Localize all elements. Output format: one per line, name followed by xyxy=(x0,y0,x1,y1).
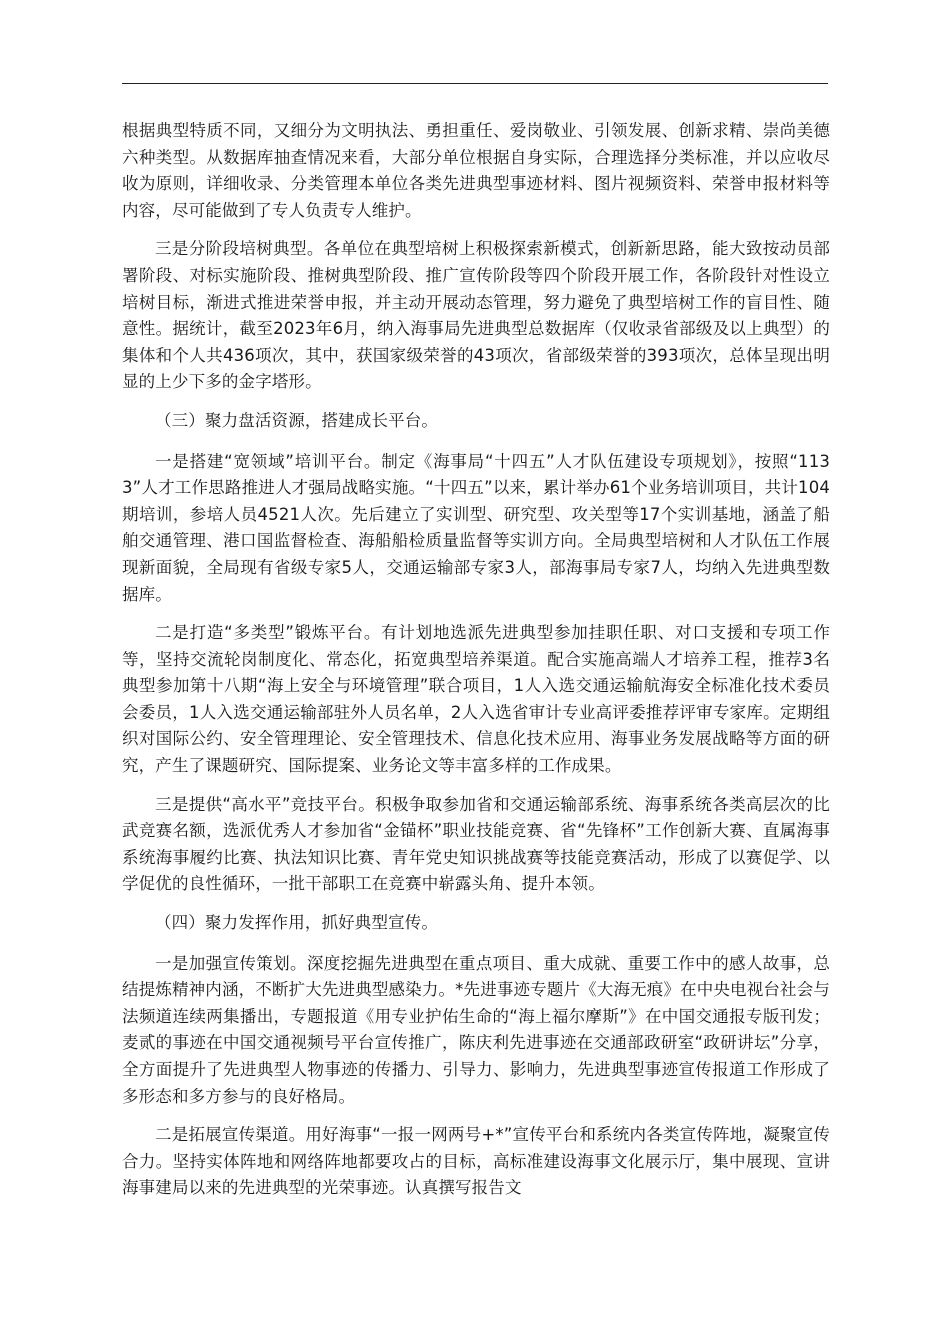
paragraph-publicity-planning: 一是加强宣传策划。深度挖掘先进典型在重点项目、重大成就、重要工作中的感人故事，总结提炼精神内涵，不断扩大先进典型感染力。*先进事迹专题片《大海无痕》在中央电视台社会与法频道连续两集播出，专题报道《用专业护佑生命的“海上福尔摩斯”》在中国交通报专版刊发；麦贰的事迹在中国交通视频号平台宣传推广，陈庆利先进事迹在交通部政研室“政研讲坛”分享，全方面提升了先进典型人物事迹的传播力、引导力、影响力，先进典型事迹宣传报道工作形成了多形态和多方参与的良好格局。 xyxy=(122,953,830,1106)
header-rule xyxy=(122,83,828,84)
paragraph-exercise-platform: 二是打造“多类型”锻炼平台。有计划地选派先进典型参加挂职任职、对口支援和专项工作等，坚持交流轮岗制度化、常态化，拓宽典型培养渠道。配合实施高端人才培养工程，推荐3名典型参加第十八期“海上安全与环境管理”联合项目，1人入选交通运输航海安全标准化技术委员会委员，1人入选交通运输部驻外人员名单，2人入选省审计专业高评委推荐评审专家库。定期组织对国际公约、安全管理理论、安全管理技术、信息化技术应用、海事业务发展战略等方面的研究，产生了课题研究、国际提案、业务论文等丰富多样的工作成果。 xyxy=(122,623,830,776)
paragraph-stage-cultivation: 三是分阶段培树典型。各单位在典型培树上积极探索新模式，创新新思路，能大致按动员部署阶段、对标实施阶段、推树典型阶段、推广宣传阶段等四个阶段开展工作，各阶段针对性设立培树目标，渐进式推进荣誉申报，并主动开展动态管理，努力避免了典型培树工作的盲目性、随意性。据统计，截至2023年6月，纳入海事局先进典型总数据库（仅收录省部级及以上典型）的集体和个人共436项次，其中，获国家级荣誉的43项次，省部级荣誉的393项次，总体呈现出明显的上少下多的金字塔形。 xyxy=(122,239,830,392)
paragraph-publicity-channels: 二是拓展宣传渠道。用好海事“一报一网两号+*”宣传平台和系统内各类宣传阵地，凝聚宣传合力。坚持实体阵地和网络阵地都要攻占的目标，高标准建设海事文化展示厅，集中展现、宣讲海事建局以来的先进典型的光荣事迹。认真撰写报告文 xyxy=(122,1125,830,1198)
paragraph-competition-platform: 三是提供“高水平”竞技平台。积极争取参加省和交通运输部系统、海事系统各类高层次的比武竞赛名额，选派优秀人才参加省“金锚杯”职业技能竞赛、省“先锋杯”工作创新大赛、直属海事系统海事履约比赛、执法知识比赛、青年党史知识挑战赛等技能竞赛活动，形成了以赛促学、以学促优的良性循环，一批干部职工在竞赛中崭露头角、提升本领。 xyxy=(122,794,830,894)
paragraph-continuation: 根据典型特质不同，又细分为文明执法、勇担重任、爱岗敬业、引领发展、创新求精、崇尚美德六种类型。从数据库抽查情况来看，大部分单位根据自身实际，合理选择分类标准，并以应收尽收为原则，详细收录、分类管理本单位各类先进典型事迹材料、图片视频资料、荣誉申报材料等内容，尽可能做到了专人负责专人维护。 xyxy=(122,121,830,220)
document-body xyxy=(122,118,830,1214)
paragraph-training-platform: 一是搭建“宽领域”培训平台。制定《海事局“十四五”人才队伍建设专项规划》，按照“1133”人才工作思路推进人才强局战略实施。“十四五”以来，累计举办61个业务培训项目，共计104期培训，参培人员4521人次。先后建立了实训型、研究型、攻关型等17个实训基地，涵盖了船舶交通管理、港口国监督检查、海船船检质量监督等实训方向。全局典型培树和人才队伍工作展现新面貌，全局现有省级专家5人，交通运输部专家3人，部海事局专家7人，均纳入先进典型数据库。 xyxy=(122,451,830,604)
section-heading-4: （四）聚力发挥作用，抓好典型宣传。 xyxy=(155,913,439,933)
section-heading-3: （三）聚力盘活资源，搭建成长平台。 xyxy=(155,410,439,430)
